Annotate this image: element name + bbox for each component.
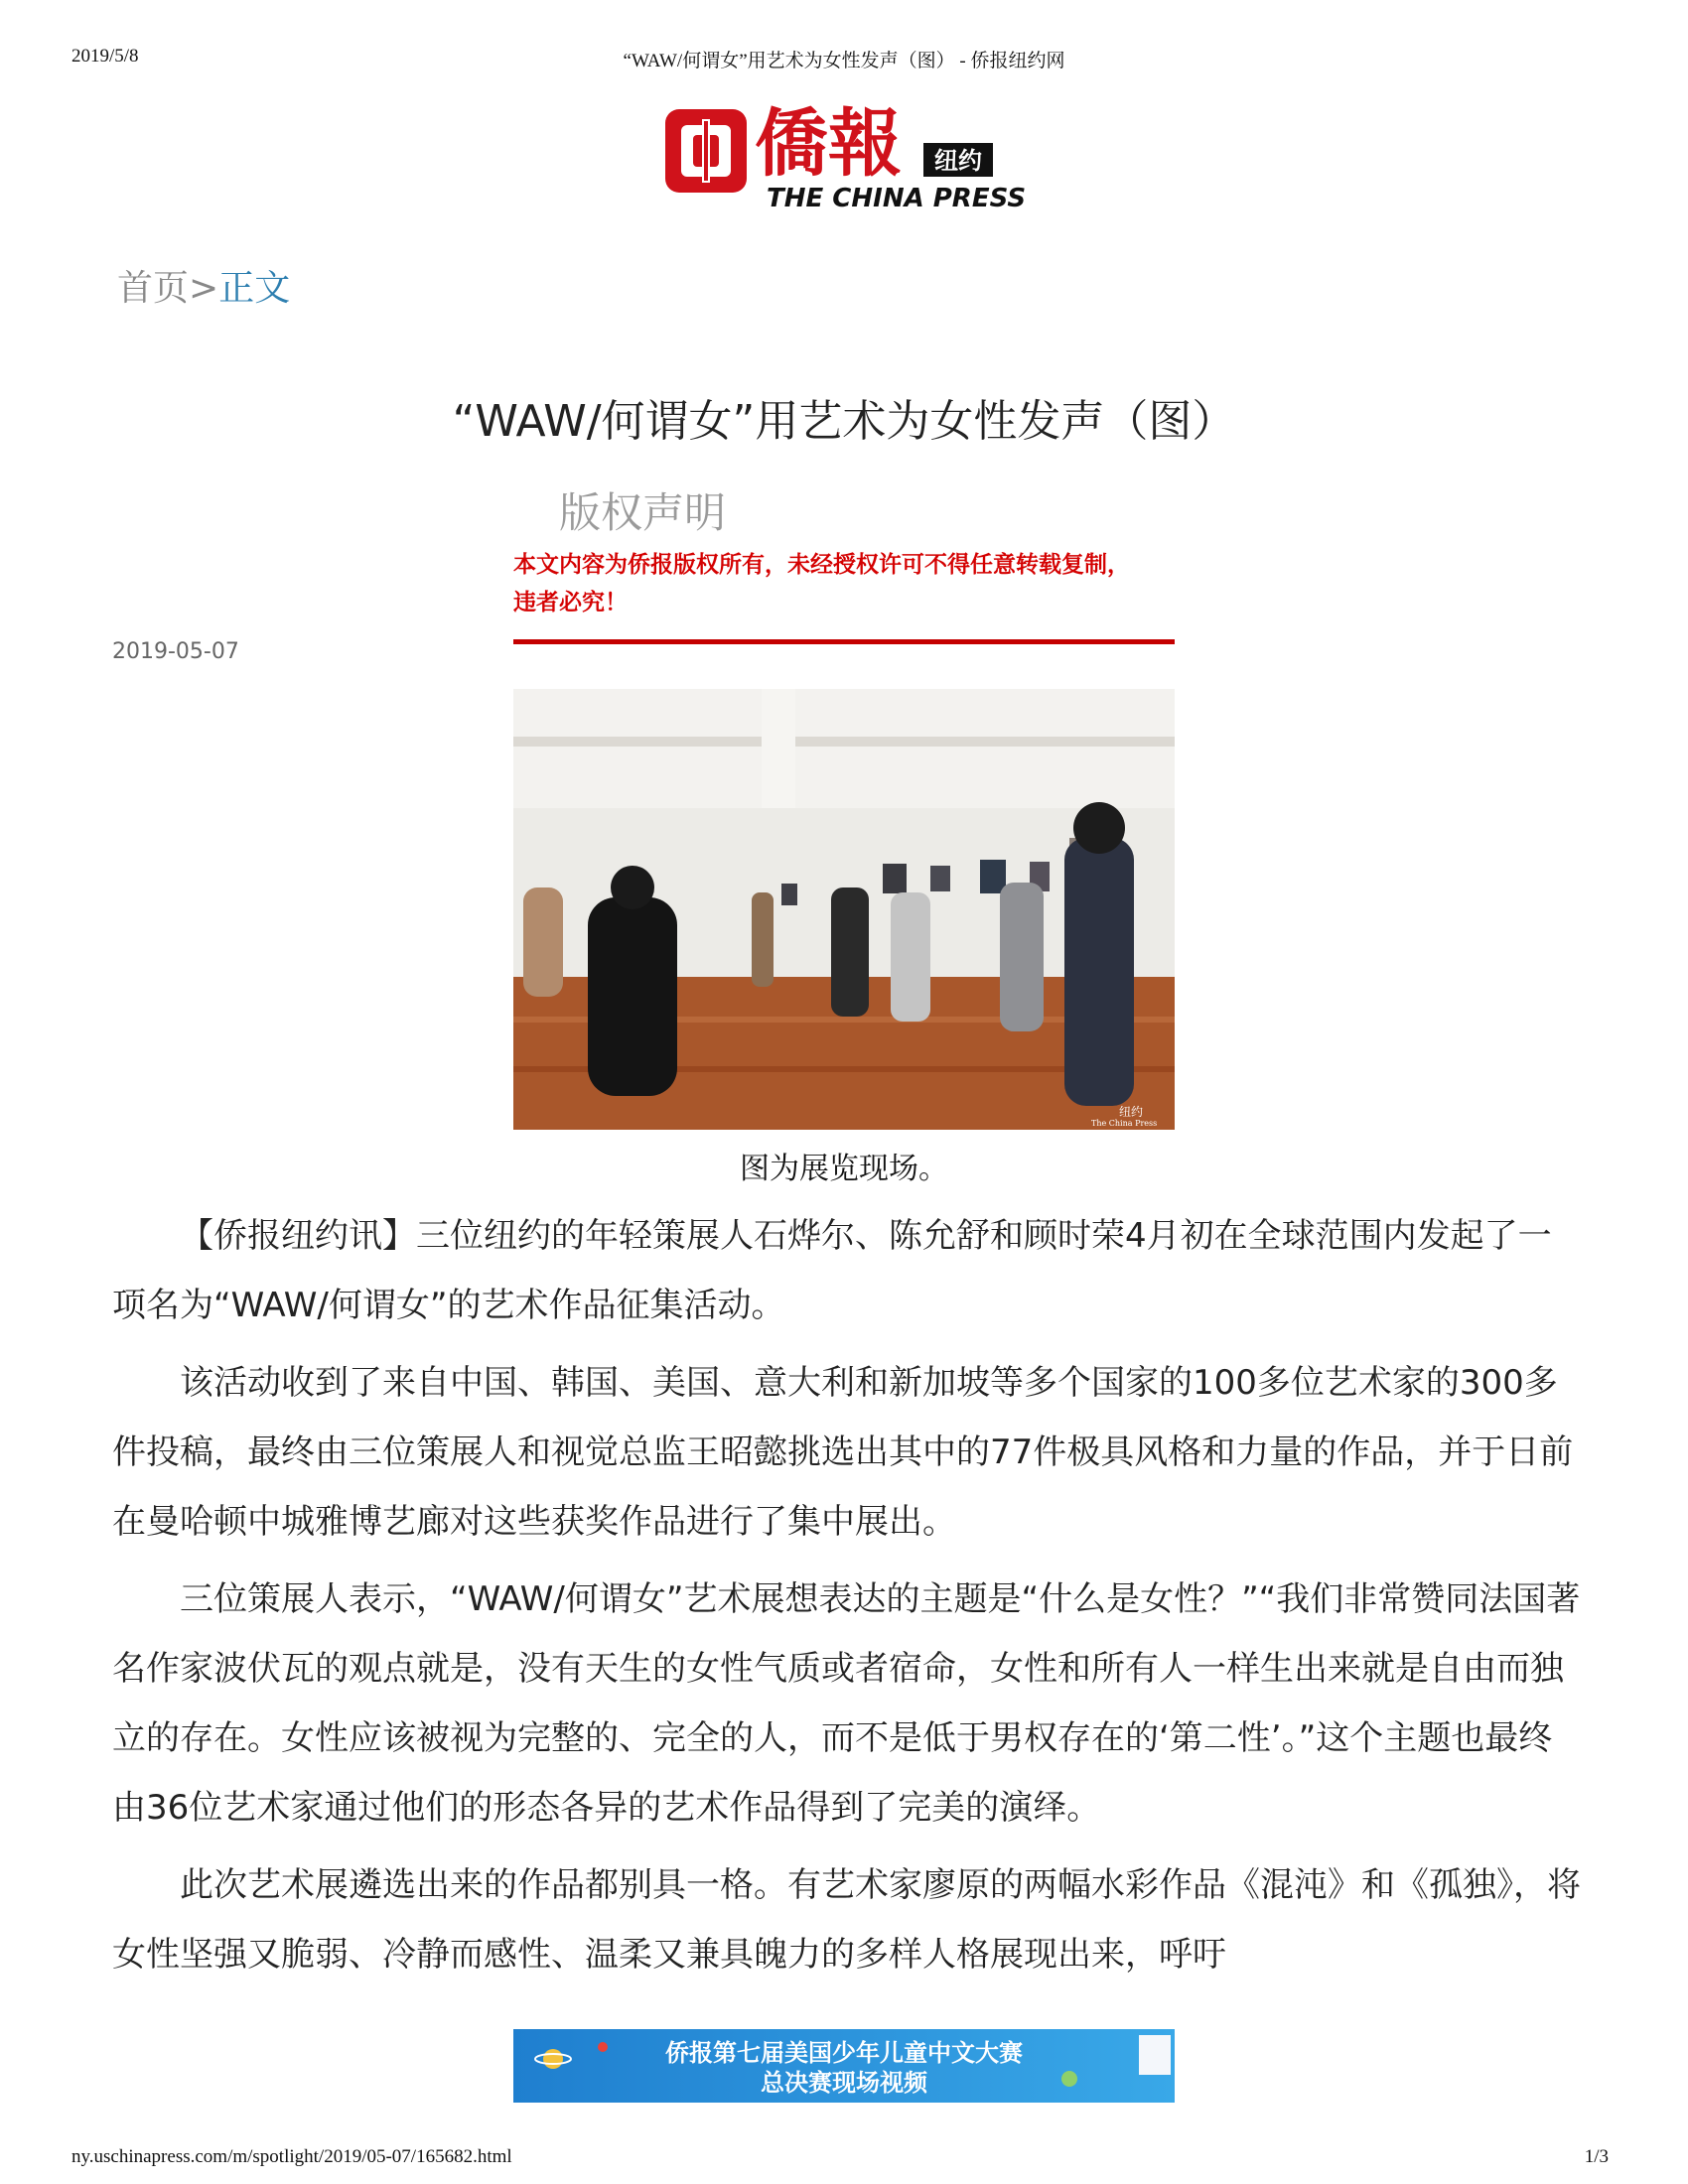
article-paragraph: 此次艺术展遴选出来的作品都别具一格。有艺术家廖原的两幅水彩作品《混沌》和《孤独》，将女性坚强又脆弱、冷静而感性、温柔又兼具魄力的多样人格展现出来，呼吁 (112, 1865, 1581, 1975)
print-url: ny.uschinapress.com/m/spotlight/2019/05-07/165682.html (71, 2146, 512, 2167)
banner-line2: 总决赛现场视频 (761, 2069, 927, 2097)
print-header (0, 40, 1688, 79)
breadcrumb-current: 正文 (218, 268, 291, 309)
image-caption: 图为展览现场。 (740, 1152, 948, 1186)
article-paragraph: 该活动收到了来自中国、韩国、美国、意大利和新加坡等多个国家的100多位艺术家的300多件投稿，最终由三位策展人和视觉总监王昭懿挑选出其中的77件极具风格和力量的作品，并于日前在曼哈顿中城雅博艺廊对这些获奖作品进行了集中展出。 (112, 1363, 1574, 1542)
site-logo[interactable] (663, 91, 1031, 220)
planet-icon (543, 2049, 563, 2069)
print-date: 2019/5/8 (71, 46, 139, 67)
article-body (112, 1201, 1582, 1989)
photo-watermark: 纽约 (1119, 1105, 1144, 1119)
breadcrumb-home-link[interactable]: 首页 (117, 268, 190, 309)
copyright-notice (513, 488, 1175, 644)
article-paragraph: 【侨报纽约讯】三位纽约的年轻策展人石烨尔、陈允舒和顾时荣4月初在全球范围内发起了一项名为“WAW/何谓女”的艺术作品征集活动。 (112, 1216, 1552, 1325)
logo-chinese-text: 僑報 (755, 101, 902, 187)
china-press-logo-icon (663, 91, 1031, 220)
photo-watermark-en: The China Press (1091, 1119, 1158, 1128)
logo-edition: 纽约 (934, 147, 982, 175)
article-paragraph: 三位策展人表示，“WAW/何谓女”艺术展想表达的主题是“什么是女性？”“我们非常赞同法国著名作家波伏瓦的观点就是，没有天生的女性气质或者宿命，女性和所有人一样生出来就是自由而独立的存在。女性应该被视为完整的、完全的人，而不是低于男权存在的‘第二性’。”这个主题也最终由36位艺术家通过他们的形态各异的艺术作品得到了完美的演绎。 (112, 1579, 1581, 1828)
banner-graphic (513, 2029, 1175, 2103)
article-title: “WAW/何谓女”用艺术为女性发声（图） (452, 396, 1236, 447)
breadcrumb-separator: > (189, 268, 219, 309)
logo-english-text: THE CHINA PRESS (767, 184, 1027, 213)
print-page-number: 1/3 (1584, 2146, 1609, 2167)
globe-icon (1061, 2071, 1077, 2087)
astronaut-icon (1139, 2035, 1171, 2075)
contest-video-banner[interactable] (513, 2029, 1175, 2103)
breadcrumb (117, 260, 290, 311)
print-page-title: “WAW/何谓女”用艺术为女性发声（图） - 侨报纽约网 (623, 51, 1065, 71)
gallery-photo-image (513, 689, 1175, 1130)
publish-date: 2019-05-07 (112, 639, 239, 664)
banner-line1: 侨报第七届美国少年儿童中文大赛 (665, 2039, 1023, 2067)
copyright-divider (513, 639, 1175, 644)
copyright-heading: 版权声明 (559, 488, 727, 537)
copyright-text: 本文内容为侨报版权所有，未经授权许可不得任意转载复制，违者必究！ (513, 552, 1130, 615)
article-photo (513, 689, 1175, 1130)
